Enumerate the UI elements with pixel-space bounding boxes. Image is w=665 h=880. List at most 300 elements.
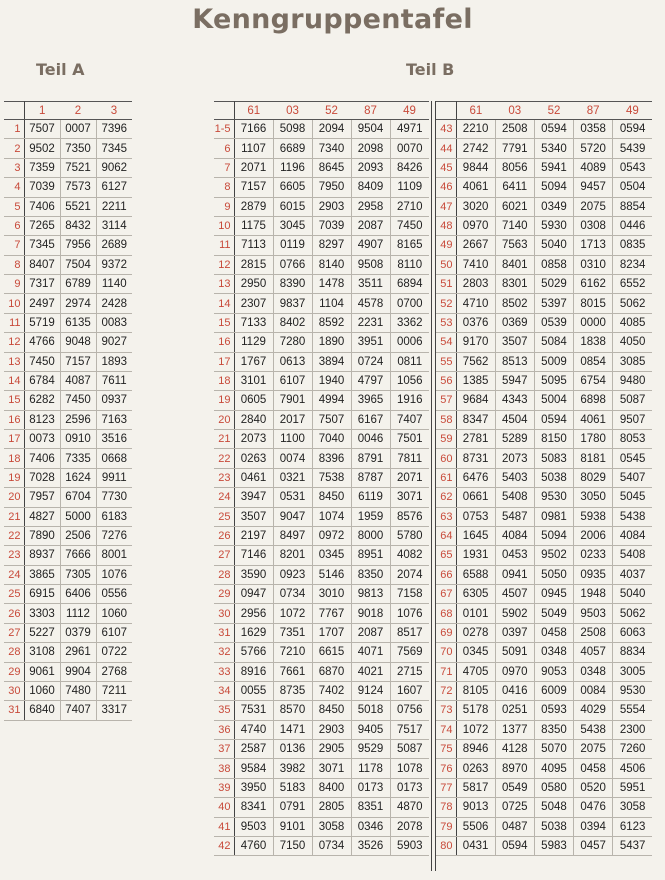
table-row xyxy=(436,759,652,778)
code-group: 8946 xyxy=(456,740,495,759)
code-group: 4797 xyxy=(351,371,390,390)
teil-b-right-table xyxy=(436,101,652,856)
code-group: 8497 xyxy=(273,526,312,545)
code-group: 5029 xyxy=(534,275,573,294)
column-header: 87 xyxy=(574,102,613,120)
code-group: 1707 xyxy=(312,623,351,642)
table-row xyxy=(214,701,429,720)
table-row xyxy=(436,604,652,623)
row-number: 7 xyxy=(4,236,24,255)
table-row xyxy=(436,158,652,177)
code-group: 4087 xyxy=(60,371,96,390)
code-group: 8347 xyxy=(456,410,495,429)
code-group: 7210 xyxy=(273,643,312,662)
code-group: 6063 xyxy=(613,623,652,642)
teil-a-header xyxy=(4,102,132,120)
table-row xyxy=(436,565,652,584)
table-row xyxy=(4,275,132,294)
code-group: 6135 xyxy=(60,313,96,332)
code-group: 5094 xyxy=(534,526,573,545)
header-row xyxy=(214,102,429,120)
code-group: 2815 xyxy=(234,255,273,274)
code-group: 5070 xyxy=(534,740,573,759)
code-group: 1780 xyxy=(574,430,613,449)
code-group: 0580 xyxy=(534,778,573,797)
row-number: 35 xyxy=(214,701,234,720)
code-group: 7767 xyxy=(312,604,351,623)
row-number: 48 xyxy=(436,216,456,235)
code-group: 2781 xyxy=(456,430,495,449)
row-number: 45 xyxy=(436,158,456,177)
code-group: 2508 xyxy=(495,120,534,139)
code-group: 6167 xyxy=(351,410,390,429)
column-header: 61 xyxy=(234,102,273,120)
table-row xyxy=(4,371,132,390)
table-row xyxy=(214,488,429,507)
code-group: 0346 xyxy=(351,817,390,836)
code-group: 7396 xyxy=(96,120,132,139)
code-group: 4128 xyxy=(495,740,534,759)
code-group: 0947 xyxy=(234,585,273,604)
code-group: 4057 xyxy=(574,643,613,662)
code-group: 8970 xyxy=(495,759,534,778)
code-group: 9508 xyxy=(351,255,390,274)
table-row xyxy=(436,275,652,294)
code-group: 8396 xyxy=(312,449,351,468)
code-group: 7211 xyxy=(96,681,132,700)
row-number: 4 xyxy=(4,178,24,197)
teil-b-left-table xyxy=(214,101,429,856)
code-group: 0173 xyxy=(390,778,429,797)
code-group: 3050 xyxy=(574,488,613,507)
table-row xyxy=(214,565,429,584)
code-group: 7450 xyxy=(390,216,429,235)
code-group: 3507 xyxy=(234,507,273,526)
table-row xyxy=(436,120,652,139)
table-row xyxy=(214,740,429,759)
code-group: 0453 xyxy=(495,546,534,565)
row-number: 79 xyxy=(436,817,456,836)
code-group: 5040 xyxy=(613,585,652,604)
code-group: 1056 xyxy=(390,371,429,390)
row-number: 59 xyxy=(436,430,456,449)
code-group: 9480 xyxy=(613,371,652,390)
table-row xyxy=(214,371,429,390)
code-group: 4766 xyxy=(24,333,60,352)
code-group: 8735 xyxy=(273,681,312,700)
table-row xyxy=(4,391,132,410)
table-row xyxy=(214,720,429,739)
row-number: 21 xyxy=(4,507,24,526)
code-group: 0349 xyxy=(534,197,573,216)
code-group: 2903 xyxy=(312,197,351,216)
code-group: 0233 xyxy=(574,546,613,565)
code-group: 6615 xyxy=(312,643,351,662)
code-group: 7950 xyxy=(312,178,351,197)
code-group: 1838 xyxy=(574,333,613,352)
code-group: 0970 xyxy=(456,216,495,235)
table-row xyxy=(4,120,132,139)
code-group: 6015 xyxy=(273,197,312,216)
code-group: 2087 xyxy=(351,216,390,235)
code-group: 4760 xyxy=(234,836,273,855)
code-group: 8140 xyxy=(312,255,351,274)
code-group: 3507 xyxy=(495,333,534,352)
table-row xyxy=(436,468,652,487)
code-group: 0345 xyxy=(312,546,351,565)
code-group: 9503 xyxy=(234,817,273,836)
code-group: 2803 xyxy=(456,275,495,294)
code-group: 0119 xyxy=(273,236,312,255)
table-row xyxy=(436,836,652,855)
code-group: 0263 xyxy=(234,449,273,468)
code-group: 3950 xyxy=(234,778,273,797)
code-group: 4082 xyxy=(390,546,429,565)
code-group: 2506 xyxy=(60,526,96,545)
row-number: 52 xyxy=(436,294,456,313)
row-number: 64 xyxy=(436,526,456,545)
table-row xyxy=(4,701,132,720)
column-header: 49 xyxy=(390,102,429,120)
row-number: 71 xyxy=(436,662,456,681)
row-number: 29 xyxy=(214,585,234,604)
code-group: 7480 xyxy=(60,681,96,700)
code-group: 9062 xyxy=(96,158,132,177)
code-group: 8409 xyxy=(351,178,390,197)
code-group: 3045 xyxy=(273,216,312,235)
code-group: 9813 xyxy=(351,585,390,604)
code-group: 4089 xyxy=(574,158,613,177)
code-group: 8791 xyxy=(351,449,390,468)
code-group: 8502 xyxy=(495,294,534,313)
code-group: 6107 xyxy=(96,623,132,642)
code-group: 5050 xyxy=(534,565,573,584)
code-group: 8401 xyxy=(495,255,534,274)
code-group: 6305 xyxy=(456,585,495,604)
code-group: 5087 xyxy=(390,740,429,759)
row-number: 73 xyxy=(436,701,456,720)
code-group: 7410 xyxy=(456,255,495,274)
table-row xyxy=(214,197,429,216)
code-group: 6476 xyxy=(456,468,495,487)
table-row xyxy=(436,391,652,410)
code-group: 2710 xyxy=(390,197,429,216)
table-row xyxy=(4,468,132,487)
table-row xyxy=(214,391,429,410)
code-group: 2950 xyxy=(234,275,273,294)
code-group: 2961 xyxy=(60,643,96,662)
code-group: 4994 xyxy=(312,391,351,410)
code-group: 5004 xyxy=(534,391,573,410)
code-group: 8834 xyxy=(613,643,652,662)
row-number: 40 xyxy=(214,798,234,817)
table-row xyxy=(4,662,132,681)
row-number: 21 xyxy=(214,430,234,449)
code-group: 7350 xyxy=(60,139,96,158)
code-group: 7569 xyxy=(390,643,429,662)
row-number: 32 xyxy=(214,643,234,662)
code-group: 7276 xyxy=(96,526,132,545)
table-row xyxy=(214,313,429,332)
code-group: 9911 xyxy=(96,468,132,487)
code-group: 0594 xyxy=(534,120,573,139)
code-group: 0046 xyxy=(351,430,390,449)
code-group: 3005 xyxy=(613,662,652,681)
code-group: 6588 xyxy=(456,565,495,584)
code-group: 0722 xyxy=(96,643,132,662)
table-row xyxy=(4,681,132,700)
code-group: 4037 xyxy=(613,565,652,584)
teil-b-left-body xyxy=(214,120,429,856)
table-row xyxy=(436,236,652,255)
code-group: 1175 xyxy=(234,216,273,235)
code-group: 0136 xyxy=(273,740,312,759)
code-group: 1060 xyxy=(24,681,60,700)
row-number: 55 xyxy=(436,352,456,371)
code-group: 0073 xyxy=(24,430,60,449)
table-row xyxy=(4,139,132,158)
code-group: 7150 xyxy=(273,836,312,855)
code-group: 0055 xyxy=(234,681,273,700)
code-group: 5000 xyxy=(60,507,96,526)
column-header: 61 xyxy=(456,102,495,120)
code-group: 7956 xyxy=(60,236,96,255)
code-group: 2098 xyxy=(351,139,390,158)
code-group: 6123 xyxy=(613,817,652,836)
code-group: 7507 xyxy=(312,410,351,429)
row-number: 18 xyxy=(4,449,24,468)
table-row xyxy=(214,623,429,642)
code-group: 0613 xyxy=(273,352,312,371)
code-group: 2742 xyxy=(456,139,495,158)
row-number: 49 xyxy=(436,236,456,255)
code-group: 0539 xyxy=(534,313,573,332)
row-number: 8 xyxy=(4,255,24,274)
code-group: 2074 xyxy=(390,565,429,584)
code-group: 7402 xyxy=(312,681,351,700)
column-header: 87 xyxy=(351,102,390,120)
code-group: 7039 xyxy=(24,178,60,197)
column-header: 49 xyxy=(613,102,652,120)
table-row xyxy=(214,662,429,681)
code-group: 9503 xyxy=(574,604,613,623)
code-group: 7730 xyxy=(96,488,132,507)
table-row xyxy=(4,352,132,371)
code-group: 9507 xyxy=(613,410,652,429)
code-group: 3058 xyxy=(613,798,652,817)
code-group: 4710 xyxy=(456,294,495,313)
row-number: 14 xyxy=(214,294,234,313)
code-group: 7345 xyxy=(24,236,60,255)
code-group: 5087 xyxy=(613,391,652,410)
row-number: 38 xyxy=(214,759,234,778)
code-group: 1645 xyxy=(456,526,495,545)
code-group: 4029 xyxy=(574,701,613,720)
row-number: 63 xyxy=(436,507,456,526)
code-group: 0476 xyxy=(574,798,613,817)
teil-b-right-header xyxy=(436,102,652,120)
row-number: 56 xyxy=(436,371,456,390)
code-group: 8592 xyxy=(312,313,351,332)
table-row xyxy=(4,255,132,274)
table-row xyxy=(214,139,429,158)
table-row xyxy=(4,585,132,604)
code-group: 3511 xyxy=(351,275,390,294)
code-group: 0945 xyxy=(534,585,573,604)
code-group: 0358 xyxy=(574,120,613,139)
row-number: 2 xyxy=(4,139,24,158)
code-group: 1107 xyxy=(234,139,273,158)
code-group: 4907 xyxy=(351,236,390,255)
code-group: 5083 xyxy=(534,449,573,468)
code-group: 0070 xyxy=(390,139,429,158)
code-group: 1890 xyxy=(312,333,351,352)
header-row xyxy=(4,102,132,120)
code-group: 3010 xyxy=(312,585,351,604)
code-group: 0394 xyxy=(574,817,613,836)
code-group: 1100 xyxy=(273,430,312,449)
code-group: 2903 xyxy=(312,720,351,739)
table-row xyxy=(4,158,132,177)
row-number: 30 xyxy=(4,681,24,700)
code-group: 9048 xyxy=(60,333,96,352)
code-group: 1072 xyxy=(273,604,312,623)
row-number: 22 xyxy=(4,526,24,545)
row-number: 28 xyxy=(4,643,24,662)
code-group: 0458 xyxy=(574,759,613,778)
code-group: 0593 xyxy=(534,701,573,720)
code-group: 7666 xyxy=(60,546,96,565)
table-row xyxy=(436,197,652,216)
code-group: 2428 xyxy=(96,294,132,313)
code-group: 3590 xyxy=(234,565,273,584)
code-group: 9684 xyxy=(456,391,495,410)
code-group: 9405 xyxy=(351,720,390,739)
table-row xyxy=(214,759,429,778)
code-group: 9904 xyxy=(60,662,96,681)
row-number: 19 xyxy=(214,391,234,410)
code-group: 9584 xyxy=(234,759,273,778)
code-group: 3526 xyxy=(351,836,390,855)
row-number: 31 xyxy=(4,701,24,720)
code-group: 8110 xyxy=(390,255,429,274)
code-group: 2073 xyxy=(495,449,534,468)
code-group: 1109 xyxy=(390,178,429,197)
code-group: 6552 xyxy=(613,275,652,294)
code-group: 5049 xyxy=(534,604,573,623)
row-number: 42 xyxy=(214,836,234,855)
teil-a-table xyxy=(4,101,132,721)
table-row xyxy=(214,604,429,623)
table-row xyxy=(4,197,132,216)
table-row xyxy=(4,313,132,332)
code-group: 8517 xyxy=(390,623,429,642)
row-number: 33 xyxy=(214,662,234,681)
row-number: 5 xyxy=(4,197,24,216)
row-number: 3 xyxy=(4,158,24,177)
code-group: 5062 xyxy=(613,294,652,313)
code-group: 1076 xyxy=(96,565,132,584)
code-group: 9018 xyxy=(351,604,390,623)
code-group: 2596 xyxy=(60,410,96,429)
table-row xyxy=(214,333,429,352)
code-group: 2210 xyxy=(456,120,495,139)
code-group: 4504 xyxy=(495,410,534,429)
code-group: 3865 xyxy=(24,565,60,584)
code-group: 0308 xyxy=(574,216,613,235)
code-group: 3951 xyxy=(351,333,390,352)
row-number: 58 xyxy=(436,410,456,429)
table-row xyxy=(4,236,132,255)
code-group: 0251 xyxy=(495,701,534,720)
table-row xyxy=(436,662,652,681)
code-group: 8105 xyxy=(456,681,495,700)
code-group: 2905 xyxy=(312,740,351,759)
code-group: 0458 xyxy=(534,623,573,642)
code-group: 6754 xyxy=(574,371,613,390)
code-group: 3114 xyxy=(96,216,132,235)
code-group: 0543 xyxy=(613,158,652,177)
code-group: 2768 xyxy=(96,662,132,681)
code-group: 9504 xyxy=(351,120,390,139)
code-group: 4740 xyxy=(234,720,273,739)
table-row xyxy=(214,216,429,235)
code-group: 5403 xyxy=(495,468,534,487)
code-group: 7611 xyxy=(96,371,132,390)
row-number: 37 xyxy=(214,740,234,759)
table-row xyxy=(4,294,132,313)
code-group: 0668 xyxy=(96,449,132,468)
table-row xyxy=(436,449,652,468)
table-row xyxy=(436,371,652,390)
code-group: 0753 xyxy=(456,507,495,526)
code-group: 9457 xyxy=(574,178,613,197)
table-row xyxy=(214,468,429,487)
code-group: 5719 xyxy=(24,313,60,332)
code-group: 7661 xyxy=(273,662,312,681)
code-group: 7507 xyxy=(24,120,60,139)
code-group: 5408 xyxy=(495,488,534,507)
code-group: 7521 xyxy=(60,158,96,177)
code-group: 6119 xyxy=(351,488,390,507)
row-number: 68 xyxy=(436,604,456,623)
code-group: 5930 xyxy=(534,216,573,235)
row-number: 23 xyxy=(214,468,234,487)
code-group: 0981 xyxy=(534,507,573,526)
code-group: 9372 xyxy=(96,255,132,274)
table-row xyxy=(214,778,429,797)
code-group: 2879 xyxy=(234,197,273,216)
code-group: 0101 xyxy=(456,604,495,623)
code-group: 7901 xyxy=(273,391,312,410)
code-group: 8165 xyxy=(390,236,429,255)
code-group: 1129 xyxy=(234,333,273,352)
code-group: 3362 xyxy=(390,313,429,332)
code-group: 8951 xyxy=(351,546,390,565)
code-group: 2006 xyxy=(574,526,613,545)
code-group: 5438 xyxy=(574,720,613,739)
code-group: 4050 xyxy=(613,333,652,352)
code-group: 8432 xyxy=(60,216,96,235)
code-group: 1931 xyxy=(456,546,495,565)
table-row xyxy=(436,720,652,739)
code-group: 0594 xyxy=(534,410,573,429)
row-number: 26 xyxy=(214,526,234,545)
code-group: 6898 xyxy=(574,391,613,410)
code-group: 5045 xyxy=(613,488,652,507)
column-header: 52 xyxy=(534,102,573,120)
row-number: 14 xyxy=(4,371,24,390)
